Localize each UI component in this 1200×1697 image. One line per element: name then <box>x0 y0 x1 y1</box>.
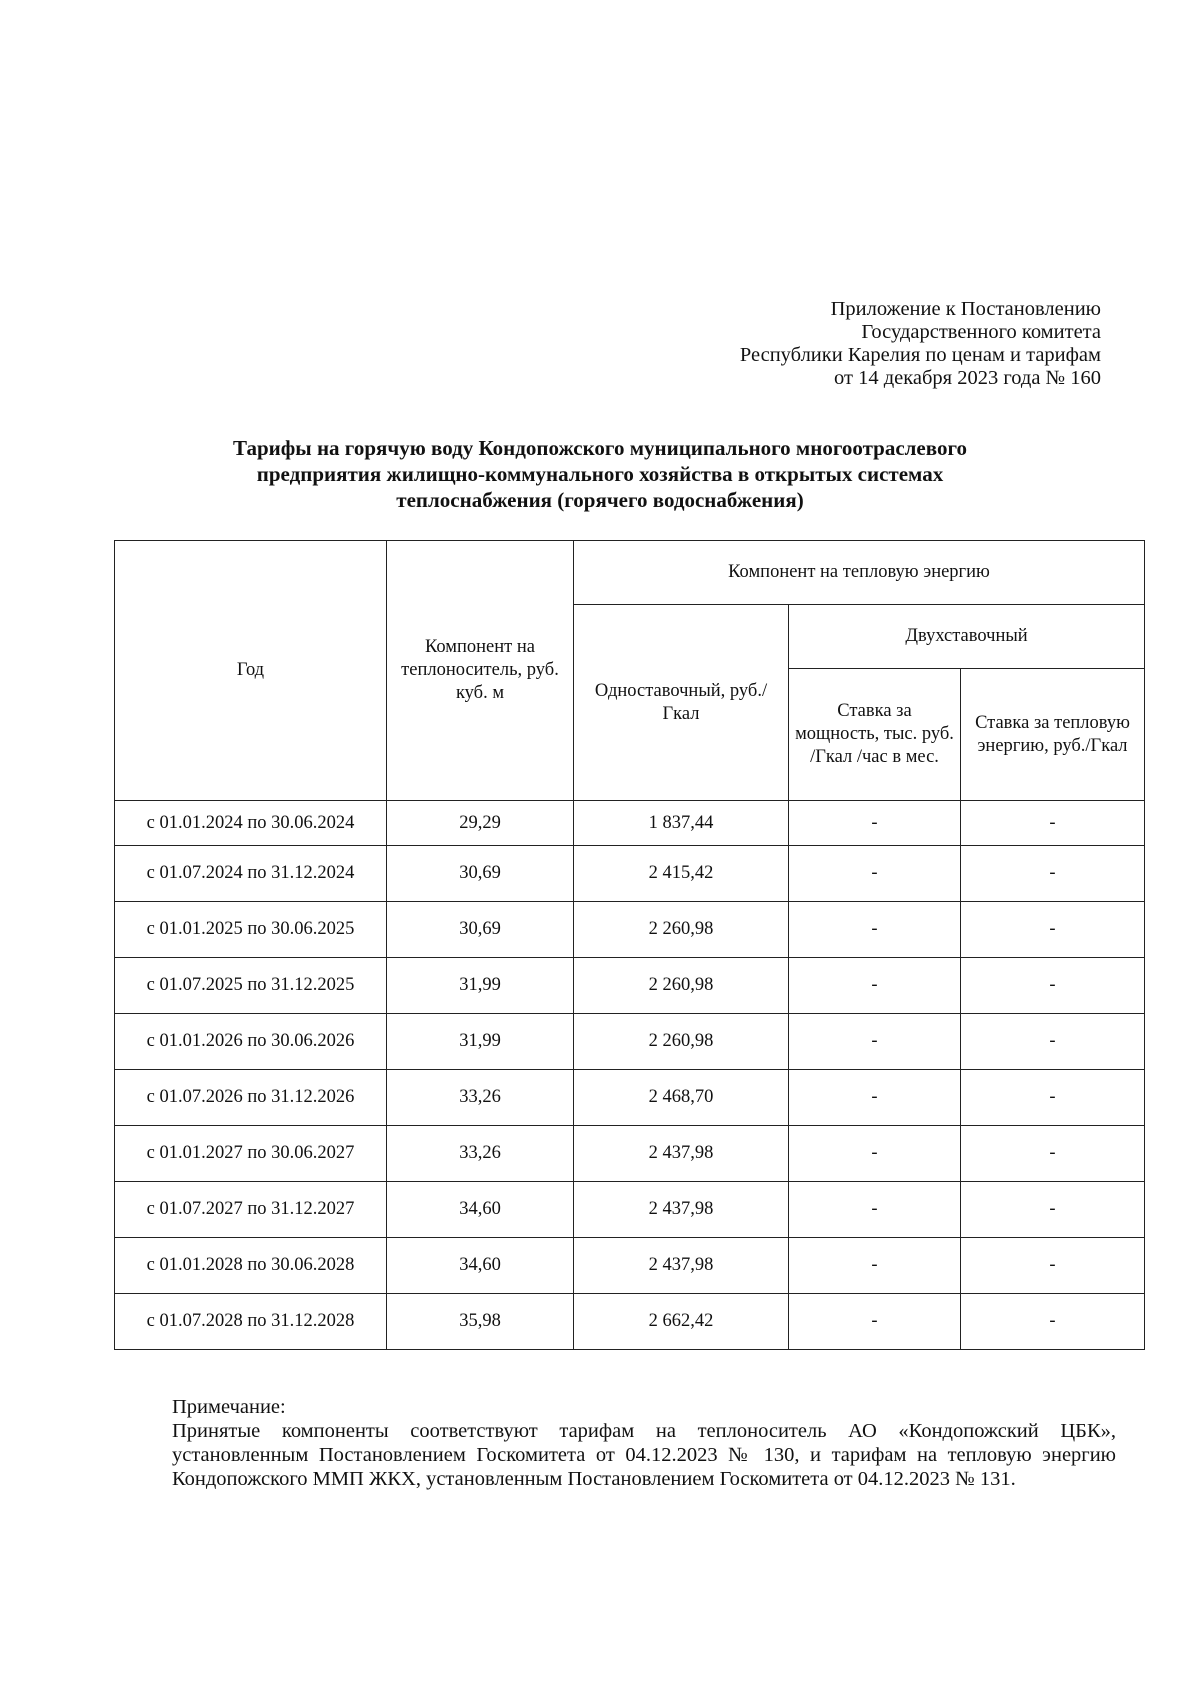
cell-energy-rate: - <box>961 1126 1145 1182</box>
cell-capacity-rate: - <box>789 1126 961 1182</box>
cell-coolant: 30,69 <box>387 902 574 958</box>
table-row <box>115 801 1145 846</box>
cell-single-rate: 2 662,42 <box>574 1294 789 1350</box>
cell-single-rate: 2 468,70 <box>574 1070 789 1126</box>
header-year: Год <box>115 541 387 801</box>
cell-energy-rate: - <box>961 1238 1145 1294</box>
note-label: Примечание: <box>172 1396 286 1418</box>
cell-period: с 01.01.2027 по 30.06.2027 <box>115 1126 387 1182</box>
cell-energy-rate: - <box>961 958 1145 1014</box>
header-coolant-component: Компонент на теплоноситель, руб. куб. м <box>387 541 574 801</box>
header-heat-energy-component: Компонент на тепловую энергию <box>574 541 1145 605</box>
cell-single-rate: 2 415,42 <box>574 846 789 902</box>
cell-period: с 01.01.2026 по 30.06.2026 <box>115 1014 387 1070</box>
cell-period: с 01.07.2028 по 31.12.2028 <box>115 1294 387 1350</box>
tariff-table <box>114 540 1145 1350</box>
cell-capacity-rate: - <box>789 846 961 902</box>
cell-coolant: 31,99 <box>387 958 574 1014</box>
cell-coolant: 35,98 <box>387 1294 574 1350</box>
cell-single-rate: 2 260,98 <box>574 902 789 958</box>
cell-period: с 01.07.2027 по 31.12.2027 <box>115 1182 387 1238</box>
cell-capacity-rate: - <box>789 801 961 846</box>
header-line: Республики Карелия по ценам и тарифам <box>739 344 1101 366</box>
cell-period: с 01.01.2025 по 30.06.2025 <box>115 902 387 958</box>
cell-capacity-rate: - <box>789 1182 961 1238</box>
cell-coolant: 33,26 <box>387 1126 574 1182</box>
cell-capacity-rate: - <box>789 1070 961 1126</box>
title-line: теплоснабжения (горячего водоснабжения) <box>396 488 804 512</box>
cell-period: с 01.07.2026 по 31.12.2026 <box>115 1070 387 1126</box>
cell-energy-rate: - <box>961 1182 1145 1238</box>
cell-single-rate: 2 260,98 <box>574 1014 789 1070</box>
cell-coolant: 30,69 <box>387 846 574 902</box>
cell-energy-rate: - <box>961 1294 1145 1350</box>
header-two-rate: Двухставочный <box>789 605 1145 669</box>
cell-period: с 01.01.2024 по 30.06.2024 <box>115 801 387 846</box>
cell-energy-rate: - <box>961 1070 1145 1126</box>
cell-period: с 01.01.2028 по 30.06.2028 <box>115 1238 387 1294</box>
note-section <box>172 1395 1116 1491</box>
table-row <box>115 1182 1145 1238</box>
cell-capacity-rate: - <box>789 1294 961 1350</box>
cell-capacity-rate: - <box>789 958 961 1014</box>
cell-coolant: 33,26 <box>387 1070 574 1126</box>
header-line: Приложение к Постановлению <box>830 298 1101 320</box>
cell-single-rate: 2 260,98 <box>574 958 789 1014</box>
table-row <box>115 1238 1145 1294</box>
header-line: от 14 декабря 2023 года № 160 <box>834 367 1101 389</box>
document-title <box>150 435 1050 513</box>
header-line: Государственного комитета <box>861 321 1101 343</box>
cell-coolant: 34,60 <box>387 1182 574 1238</box>
cell-capacity-rate: - <box>789 1238 961 1294</box>
cell-single-rate: 2 437,98 <box>574 1182 789 1238</box>
title-line: Тарифы на горячую воду Кондопожского муниципального многоотраслевого <box>233 436 967 460</box>
cell-single-rate: 1 837,44 <box>574 801 789 846</box>
cell-period: с 01.07.2025 по 31.12.2025 <box>115 958 387 1014</box>
header-single-rate: Одноставочный, руб./Гкал <box>574 605 789 801</box>
cell-energy-rate: - <box>961 801 1145 846</box>
note-text: Принятые компоненты соответствуют тарифам на теплоноситель АО «Кондопожский ЦБК», установленным Постановлением Госкомитета от 04.12.2023 № 130, и тарифам на тепловую энергию Кондопожского ММП ЖКХ, установленным Постановлением Госкомитета от 04.12.2023 № 131. <box>172 1420 1116 1490</box>
cell-energy-rate: - <box>961 1014 1145 1070</box>
cell-single-rate: 2 437,98 <box>574 1126 789 1182</box>
header-energy-rate: Ставка за тепловую энергию, руб./Гкал <box>961 669 1145 801</box>
table-row <box>115 846 1145 902</box>
table-row <box>115 1126 1145 1182</box>
table-row <box>115 1014 1145 1070</box>
cell-energy-rate: - <box>961 846 1145 902</box>
appendix-header <box>740 298 1101 390</box>
table-row <box>115 902 1145 958</box>
header-capacity-rate: Ставка за мощность, тыс. руб. /Гкал /час в мес. <box>789 669 961 801</box>
table-row <box>115 1070 1145 1126</box>
cell-energy-rate: - <box>961 902 1145 958</box>
cell-coolant: 34,60 <box>387 1238 574 1294</box>
title-line: предприятия жилищно-коммунального хозяйства в открытых системах <box>256 462 944 486</box>
cell-capacity-rate: - <box>789 902 961 958</box>
cell-single-rate: 2 437,98 <box>574 1238 789 1294</box>
table-row <box>115 1294 1145 1350</box>
cell-period: с 01.07.2024 по 31.12.2024 <box>115 846 387 902</box>
cell-capacity-rate: - <box>789 1014 961 1070</box>
cell-coolant: 31,99 <box>387 1014 574 1070</box>
cell-coolant: 29,29 <box>387 801 574 846</box>
table-row <box>115 958 1145 1014</box>
